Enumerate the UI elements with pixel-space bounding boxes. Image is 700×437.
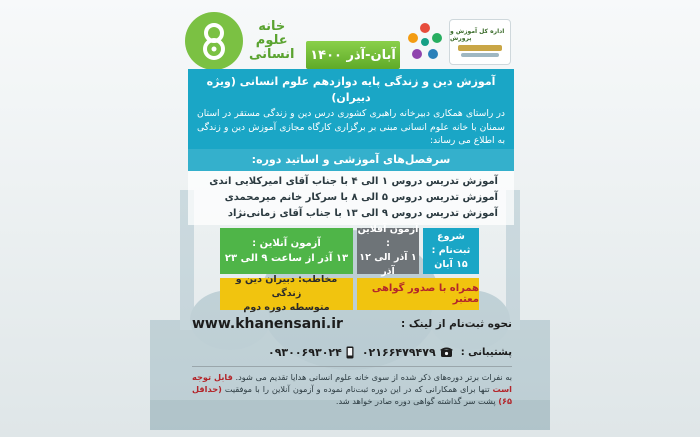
logo-brand-line-1: خانه <box>258 19 286 34</box>
course-item: آموزش تدریس دروس ۹ الی ۱۳ با جناب آقای زمانی‌نژاد <box>227 208 498 219</box>
main-title: آموزش دین و زندگی پایه دوازدهم علوم انسانی (ویژه دبیران) <box>206 75 496 104</box>
khane-oloom-ensani-logo <box>185 6 303 76</box>
registration-link[interactable]: www.khanensani.ir <box>192 316 343 332</box>
people-emblem-icon <box>405 20 445 64</box>
footnote-prizes: به نفرات برتر دوره‌های ذکر شده از سوی خانه علوم انسانی هدایا تقدیم می شود. <box>235 372 512 382</box>
audience-box <box>220 274 353 313</box>
course-item: آموزش تدریس دروس ۵ الی ۸ با سرکار خانم میرمحمدی <box>224 192 498 203</box>
footnote-min-score: (حداقل ۶۵) <box>192 384 512 406</box>
footnote-certificate: پشت سر گذاشته گواهی دوره صادر خواهد شد. <box>335 396 499 406</box>
intro-text: در راستای همکاری دبیرخانه راهبری کشوری درس دین و زندگی مستقر در استان سمنان با خانه علوم انسانی مبنی بر برگزاری کارگاه مجازی آموزش دین و زندگی به اطلاع می رساند: <box>197 108 505 146</box>
badge-stripe <box>461 53 499 57</box>
registration-start-box <box>423 228 479 274</box>
offline-exam-date: ۱ آذر الی ۱۲ آذر <box>359 252 417 277</box>
badge-text: اداره کل آموزش و پرورش <box>450 27 505 42</box>
offline-exam-box <box>357 224 419 277</box>
audience-line-1: مخاطب: دبیران دین و زندگی <box>235 274 338 299</box>
courses-section-heading: سرفصل‌های آموزشی و اساتید دوره: <box>188 148 514 171</box>
courses-list <box>188 171 514 225</box>
registration-row <box>192 314 512 334</box>
logo-brand-line-2: علوم <box>255 33 288 48</box>
footnote <box>192 371 512 421</box>
divider <box>192 366 512 367</box>
offline-exam-title: آزمون آفلاین : <box>357 224 419 249</box>
online-exam-date: ۱۳ آذر از ساعت ۹ الی ۲۳ <box>224 253 349 264</box>
education-office-logos <box>405 14 515 70</box>
phone-icon <box>440 346 453 358</box>
logo-brand-text <box>249 20 294 62</box>
phone-number[interactable]: ۰۲۱۶۶۴۷۹۴۷۹ <box>361 345 436 359</box>
mobile-icon <box>346 346 354 359</box>
registration-label: نحوه ثبت‌نام از لینک : <box>401 318 512 330</box>
registration-start-date: ۱۵ آبان <box>434 259 468 270</box>
course-item: آموزش تدریس دروس ۱ الی ۴ با جناب آقای امیرکلایی اندی <box>209 176 498 187</box>
support-row <box>192 343 512 361</box>
title-box <box>188 69 514 149</box>
date-banner: آبان-آذر ۱۴۰۰ <box>306 41 400 69</box>
logo-bubble-icon <box>185 12 243 70</box>
support-label: پشتیبانی : <box>460 346 512 358</box>
registration-start-title: شروع ثبت‌نام : <box>431 231 471 256</box>
footnote-highlight: قابل توجه است <box>192 372 512 394</box>
support-phone-1 <box>362 346 453 359</box>
audience-line-2: متوسطه دوره دوم <box>243 302 330 313</box>
badge-stripe <box>458 45 502 51</box>
certificate-badge: همراه با صدور گواهی معتبر <box>357 278 479 310</box>
mobile-number[interactable]: ۰۹۳۰۰۶۹۳۰۲۴ <box>267 345 342 359</box>
online-exam-title: آزمون آنلاین : <box>252 238 321 249</box>
logo-brand-line-3: انسانی <box>249 47 295 62</box>
education-office-badge <box>449 19 511 65</box>
online-exam-box <box>220 228 353 274</box>
footnote-condition: تنها برای همکارانی که در این دوره ثبت‌نام نموده و آزمون آنلاین را با موفقیت <box>224 384 493 394</box>
support-phone-2 <box>268 346 354 359</box>
